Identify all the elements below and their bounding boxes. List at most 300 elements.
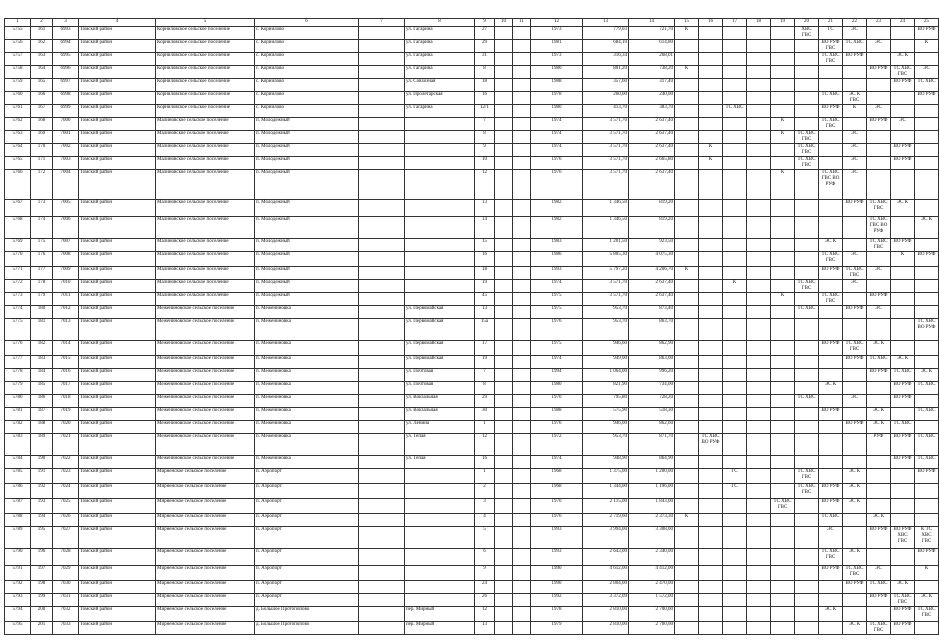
table-cell: 1 344,00 xyxy=(583,484,629,499)
table-cell xyxy=(843,527,867,549)
table-cell: п. Аэропорт xyxy=(255,469,359,484)
table-cell xyxy=(723,382,747,395)
table-cell xyxy=(915,622,939,635)
table-cell: 5795 xyxy=(5,622,31,635)
table-cell: ТС ХВС ГВС xyxy=(795,131,819,144)
table-cell: 5 797,20 xyxy=(583,267,629,280)
table-cell: 5 xyxy=(475,527,495,549)
table-cell xyxy=(771,27,795,40)
table-row xyxy=(5,594,939,607)
table-cell xyxy=(699,514,723,527)
table-cell xyxy=(495,549,513,566)
table-cell xyxy=(513,484,531,499)
table-cell xyxy=(699,469,723,484)
table-cell xyxy=(675,79,699,92)
table-cell: 170 xyxy=(31,144,53,157)
table-cell xyxy=(723,594,747,607)
table-row xyxy=(5,408,939,421)
table-cell: К xyxy=(771,293,795,306)
table-cell: 182 xyxy=(31,341,53,356)
table-cell xyxy=(513,131,531,144)
table-cell xyxy=(723,527,747,549)
table-cell xyxy=(795,549,819,566)
table-cell xyxy=(747,293,771,306)
table-cell xyxy=(675,252,699,267)
table-cell xyxy=(359,157,405,170)
column-number-4: 4 xyxy=(79,19,156,27)
table-cell: 7015 xyxy=(53,356,79,369)
table-cell: 7016 xyxy=(53,369,79,382)
table-cell: 13 xyxy=(475,622,495,635)
table-cell xyxy=(771,434,795,456)
table-cell: К xyxy=(675,514,699,527)
table-cell xyxy=(699,79,723,92)
table-cell: ЭС К xyxy=(891,200,915,217)
table-cell: Томский район xyxy=(79,27,156,40)
table-cell: 948,90 xyxy=(583,456,629,469)
table-cell: ТС xyxy=(819,27,843,40)
table-cell: 779,03 xyxy=(583,27,629,40)
table-cell xyxy=(675,144,699,157)
table-cell: ул. Почтовая xyxy=(405,382,475,395)
table-cell xyxy=(747,217,771,239)
table-cell: 3 571,70 xyxy=(583,170,629,200)
table-cell: ТС ХВС ГВС xyxy=(843,566,867,581)
table-cell: ВО РУФ xyxy=(891,395,915,408)
table-cell: ВО РУФ xyxy=(891,144,915,157)
table-cell xyxy=(771,267,795,280)
table-cell xyxy=(867,395,891,408)
table-cell: п. Межениновка xyxy=(255,356,359,369)
column-number-17: 17 xyxy=(723,19,747,27)
table-cell: п. Аэропорт xyxy=(255,594,359,607)
table-cell xyxy=(723,356,747,369)
table-cell: п. Молодежный xyxy=(255,293,359,306)
table-cell: Томский район xyxy=(79,607,156,622)
table-cell xyxy=(915,105,939,118)
table-cell: ВО РУФ xyxy=(915,27,939,40)
table-cell xyxy=(723,252,747,267)
table-cell: Томский район xyxy=(79,118,156,131)
table-cell: 316,34 xyxy=(583,53,629,66)
table-row xyxy=(5,581,939,594)
table-cell xyxy=(747,434,771,456)
table-cell xyxy=(513,267,531,280)
table-cell xyxy=(495,594,513,607)
table-cell: Томский район xyxy=(79,306,156,319)
table-cell xyxy=(405,484,475,499)
table-cell: Корниловское сельское поселение xyxy=(156,27,255,40)
table-cell xyxy=(699,408,723,421)
table-row xyxy=(5,607,939,622)
table-cell xyxy=(495,456,513,469)
table-row xyxy=(5,527,939,549)
table-cell: с. Корнилово xyxy=(255,53,359,66)
table-cell xyxy=(795,607,819,622)
table-cell: 26 xyxy=(475,594,495,607)
table-cell xyxy=(915,131,939,144)
table-cell: 5765 xyxy=(5,157,31,170)
table-cell xyxy=(723,421,747,434)
table-cell xyxy=(675,293,699,306)
table-cell: 240,00 xyxy=(629,92,675,105)
table-cell xyxy=(359,549,405,566)
table-cell xyxy=(747,341,771,356)
table-cell xyxy=(891,469,915,484)
table-cell: 3 372,09 xyxy=(583,594,629,607)
table-cell xyxy=(867,27,891,40)
table-cell: п. Аэропорт xyxy=(255,527,359,549)
table-cell: п. Молодежный xyxy=(255,157,359,170)
table-cell: ТС ХВС ГВС xyxy=(843,267,867,280)
table-cell: 12 xyxy=(475,607,495,622)
table-cell xyxy=(867,79,891,92)
table-cell: 5767 xyxy=(5,200,31,217)
table-cell xyxy=(495,280,513,293)
table-row xyxy=(5,421,939,434)
table-cell xyxy=(513,170,531,200)
table-cell: п. Молодежный xyxy=(255,144,359,157)
table-cell: ул. Гагарина xyxy=(405,27,475,40)
table-cell xyxy=(819,434,843,456)
table-cell: 5762 xyxy=(5,118,31,131)
table-cell xyxy=(723,293,747,306)
table-cell: ТС ХВС ГВС xyxy=(819,118,843,131)
table-cell xyxy=(495,319,513,341)
table-cell: ТС ХВС ГВС xyxy=(867,239,891,252)
table-cell xyxy=(513,356,531,369)
table-cell: 12 xyxy=(475,434,495,456)
table-cell: 7020 xyxy=(53,421,79,434)
table-cell: 171 xyxy=(31,157,53,170)
table-cell: ТС ХВС xyxy=(891,421,915,434)
table-cell: 7019 xyxy=(53,408,79,421)
table-cell: 5775 xyxy=(5,319,31,341)
table-cell: Томский район xyxy=(79,280,156,293)
table-cell: ВО РУФ xyxy=(867,594,891,607)
table-cell xyxy=(675,456,699,469)
table-cell xyxy=(675,131,699,144)
table-cell: Томский район xyxy=(79,144,156,157)
table-cell xyxy=(405,594,475,607)
table-cell xyxy=(699,549,723,566)
table-cell: 1975 xyxy=(531,341,583,356)
table-cell: Малиновское сельское поселение xyxy=(156,267,255,280)
table-cell xyxy=(771,549,795,566)
table-cell xyxy=(915,293,939,306)
table-cell xyxy=(513,499,531,514)
table-cell xyxy=(359,514,405,527)
table-cell: Корниловское сельское поселение xyxy=(156,53,255,66)
table-cell xyxy=(513,200,531,217)
table-cell: ТС ХВС ГВС xyxy=(819,252,843,267)
table-cell xyxy=(915,118,939,131)
table-cell xyxy=(675,105,699,118)
table-cell: ВО РУФ xyxy=(891,79,915,92)
table-cell: Межениновское сельское поселение xyxy=(156,341,255,356)
table-cell xyxy=(359,239,405,252)
table-cell: Томский район xyxy=(79,421,156,434)
table-cell: 174 xyxy=(31,217,53,239)
table-cell xyxy=(495,200,513,217)
table-cell xyxy=(723,92,747,105)
table-cell: 7022 xyxy=(53,456,79,469)
table-cell xyxy=(513,408,531,421)
table-cell: К xyxy=(675,27,699,40)
table-cell xyxy=(699,66,723,79)
table-cell xyxy=(513,456,531,469)
table-row xyxy=(5,514,939,527)
table-cell xyxy=(747,456,771,469)
table-cell xyxy=(495,170,513,200)
table-cell: ЭС К xyxy=(843,549,867,566)
table-cell: 5778 xyxy=(5,369,31,382)
table-cell: Томский район xyxy=(79,200,156,217)
table-cell: 821,90 xyxy=(583,382,629,395)
column-number-6: 6 xyxy=(255,19,359,27)
table-cell: 1 201,50 xyxy=(583,239,629,252)
table-cell xyxy=(513,92,531,105)
table-cell: Мирненское сельское поселение xyxy=(156,549,255,566)
table-cell: ТС ХВС ГВС xyxy=(771,499,795,514)
table-cell: Томский район xyxy=(79,239,156,252)
table-cell xyxy=(405,170,475,200)
column-number-14: 14 xyxy=(629,19,675,27)
table-cell: ТС ХВС xyxy=(915,456,939,469)
table-cell: ВО РУФ xyxy=(867,293,891,306)
table-cell: ВО РУФ xyxy=(819,566,843,581)
table-cell: 1 843,00 xyxy=(629,499,675,514)
table-cell: с. Корнилово xyxy=(255,105,359,118)
table-cell xyxy=(359,369,405,382)
table-cell xyxy=(495,239,513,252)
table-cell: ЭС xyxy=(843,131,867,144)
table-cell: Томский район xyxy=(79,66,156,79)
table-cell xyxy=(843,293,867,306)
table-cell xyxy=(359,144,405,157)
table-cell: Межениновское сельское поселение xyxy=(156,421,255,434)
table-cell: 191 xyxy=(31,469,53,484)
table-cell xyxy=(675,421,699,434)
table-cell xyxy=(675,170,699,200)
table-cell xyxy=(405,527,475,549)
table-cell xyxy=(723,217,747,239)
table-row xyxy=(5,144,939,157)
table-cell xyxy=(891,566,915,581)
table-cell xyxy=(747,27,771,40)
table-cell xyxy=(723,395,747,408)
table-cell: Томский район xyxy=(79,514,156,527)
table-cell: ул. Гагарина xyxy=(405,53,475,66)
column-number-11: 11 xyxy=(513,19,531,27)
table-cell: 4 075,30 xyxy=(629,252,675,267)
table-cell: 5756 xyxy=(5,40,31,53)
table-cell: ЭС xyxy=(867,105,891,118)
table-cell xyxy=(675,280,699,293)
table-cell: ТС ХВС ГВС xyxy=(795,144,819,157)
table-cell: Корниловское сельское поселение xyxy=(156,105,255,118)
table-cell xyxy=(891,499,915,514)
table-cell: ВО РУФ xyxy=(843,200,867,217)
table-cell xyxy=(891,267,915,280)
table-cell: Корниловское сельское поселение xyxy=(156,79,255,92)
table-cell xyxy=(513,144,531,157)
table-cell: 5763 xyxy=(5,131,31,144)
table-cell xyxy=(513,607,531,622)
table-cell xyxy=(771,369,795,382)
table-cell: ГС xyxy=(723,469,747,484)
table-cell: 7029 xyxy=(53,566,79,581)
table-cell xyxy=(723,131,747,144)
table-cell: Томский район xyxy=(79,527,156,549)
table-cell xyxy=(405,131,475,144)
table-cell: К xyxy=(675,267,699,280)
table-cell: 738,20 xyxy=(629,66,675,79)
table-cell xyxy=(359,408,405,421)
table-cell xyxy=(891,319,915,341)
table-cell: Томский район xyxy=(79,319,156,341)
table-cell xyxy=(699,607,723,622)
table-cell: РУФ xyxy=(867,434,891,456)
table-cell: 194 xyxy=(31,514,53,527)
table-cell: 1988 xyxy=(531,79,583,92)
table-row xyxy=(5,280,939,293)
table-cell: ЭС К xyxy=(915,594,939,607)
table-cell xyxy=(495,118,513,131)
table-cell: ВО РУФ xyxy=(867,527,891,549)
table-cell xyxy=(843,369,867,382)
table-cell xyxy=(747,239,771,252)
table-cell: Межениновское сельское поселение xyxy=(156,356,255,369)
table-cell: Корниловское сельское поселение xyxy=(156,92,255,105)
table-cell xyxy=(359,607,405,622)
table-cell: Томский район xyxy=(79,157,156,170)
table-cell: 1 375,00 xyxy=(583,469,629,484)
table-cell xyxy=(747,581,771,594)
table-cell xyxy=(723,549,747,566)
table-cell: 873,40 xyxy=(629,306,675,319)
table-row xyxy=(5,92,939,105)
table-cell xyxy=(359,293,405,306)
table-cell xyxy=(819,306,843,319)
table-cell: Томский район xyxy=(79,79,156,92)
table-cell: 5 805,30 xyxy=(583,252,629,267)
table-cell: 17 xyxy=(475,341,495,356)
table-cell: 15 xyxy=(475,239,495,252)
table-cell xyxy=(699,280,723,293)
table-cell xyxy=(771,382,795,395)
table-cell: 996,20 xyxy=(629,369,675,382)
table-cell: п. Межениновка xyxy=(255,456,359,469)
table-cell xyxy=(495,484,513,499)
table-row xyxy=(5,469,939,484)
table-cell: 5766 xyxy=(5,170,31,200)
table-cell xyxy=(405,200,475,217)
table-cell: ТС ХВС xyxy=(915,79,939,92)
table-cell xyxy=(359,200,405,217)
table-cell xyxy=(747,105,771,118)
table-cell: ЭС К xyxy=(843,499,867,514)
table-cell xyxy=(891,341,915,356)
column-number-16: 16 xyxy=(699,19,723,27)
table-cell xyxy=(795,239,819,252)
table-cell xyxy=(843,408,867,421)
table-cell: 953,70 xyxy=(583,306,629,319)
table-cell: 172 xyxy=(31,170,53,200)
table-cell xyxy=(675,484,699,499)
table-cell xyxy=(495,131,513,144)
table-cell: ЭС К xyxy=(867,341,891,356)
table-cell xyxy=(495,356,513,369)
table-cell xyxy=(699,40,723,53)
table-cell xyxy=(795,434,819,456)
table-cell xyxy=(495,341,513,356)
table-cell: ТС ХВС ГВС xyxy=(915,607,939,622)
table-cell xyxy=(771,157,795,170)
table-cell: с. Корнилово xyxy=(255,66,359,79)
table-cell xyxy=(675,408,699,421)
column-number-13: 13 xyxy=(583,19,629,27)
table-cell xyxy=(771,217,795,239)
table-cell: ВО РУФ xyxy=(891,434,915,456)
table-cell: 195 xyxy=(31,527,53,549)
table-cell xyxy=(747,267,771,280)
table-cell xyxy=(699,293,723,306)
table-cell: 4 206,70 xyxy=(629,267,675,280)
table-row xyxy=(5,306,939,319)
table-cell xyxy=(675,469,699,484)
table-cell: Межениновское сельское поселение xyxy=(156,434,255,456)
table-cell: 197 xyxy=(31,566,53,581)
table-cell: 8 xyxy=(475,66,495,79)
table-cell xyxy=(723,622,747,635)
table-cell xyxy=(675,369,699,382)
table-cell: Малиновское сельское поселение xyxy=(156,200,255,217)
table-cell: ТС ХВС ГВС xyxy=(795,157,819,170)
table-cell: Малиновское сельское поселение xyxy=(156,131,255,144)
table-cell: 181 xyxy=(31,319,53,341)
table-cell: 7021 xyxy=(53,434,79,456)
table-cell: п. Молодежный xyxy=(255,200,359,217)
table-cell xyxy=(723,157,747,170)
table-cell xyxy=(795,267,819,280)
table-cell: 946,00 xyxy=(583,421,629,434)
table-cell: 1 xyxy=(475,469,495,484)
table-cell: 2 637,40 xyxy=(629,280,675,293)
table-cell: К xyxy=(771,131,795,144)
table-cell: 871,70 xyxy=(629,434,675,456)
table-cell: ул. Первомайская xyxy=(405,341,475,356)
table-cell: 1976 xyxy=(531,319,583,341)
table-cell xyxy=(495,306,513,319)
table-cell: 1980 xyxy=(531,66,583,79)
table-cell xyxy=(867,144,891,157)
table-cell: 6998 xyxy=(53,92,79,105)
table-cell xyxy=(723,200,747,217)
table-cell: ВО РУФ xyxy=(843,581,867,594)
table-cell: 162 xyxy=(31,40,53,53)
table-cell: 1973 xyxy=(531,27,583,40)
table-row xyxy=(5,118,939,131)
table-cell xyxy=(771,92,795,105)
table-cell xyxy=(359,40,405,53)
table-cell xyxy=(771,341,795,356)
table-cell xyxy=(359,456,405,469)
table-cell xyxy=(891,408,915,421)
table-cell: 2 700,00 xyxy=(629,622,675,635)
table-cell: ВО РУФ xyxy=(843,53,867,66)
table-cell: ЭС xyxy=(843,170,867,200)
